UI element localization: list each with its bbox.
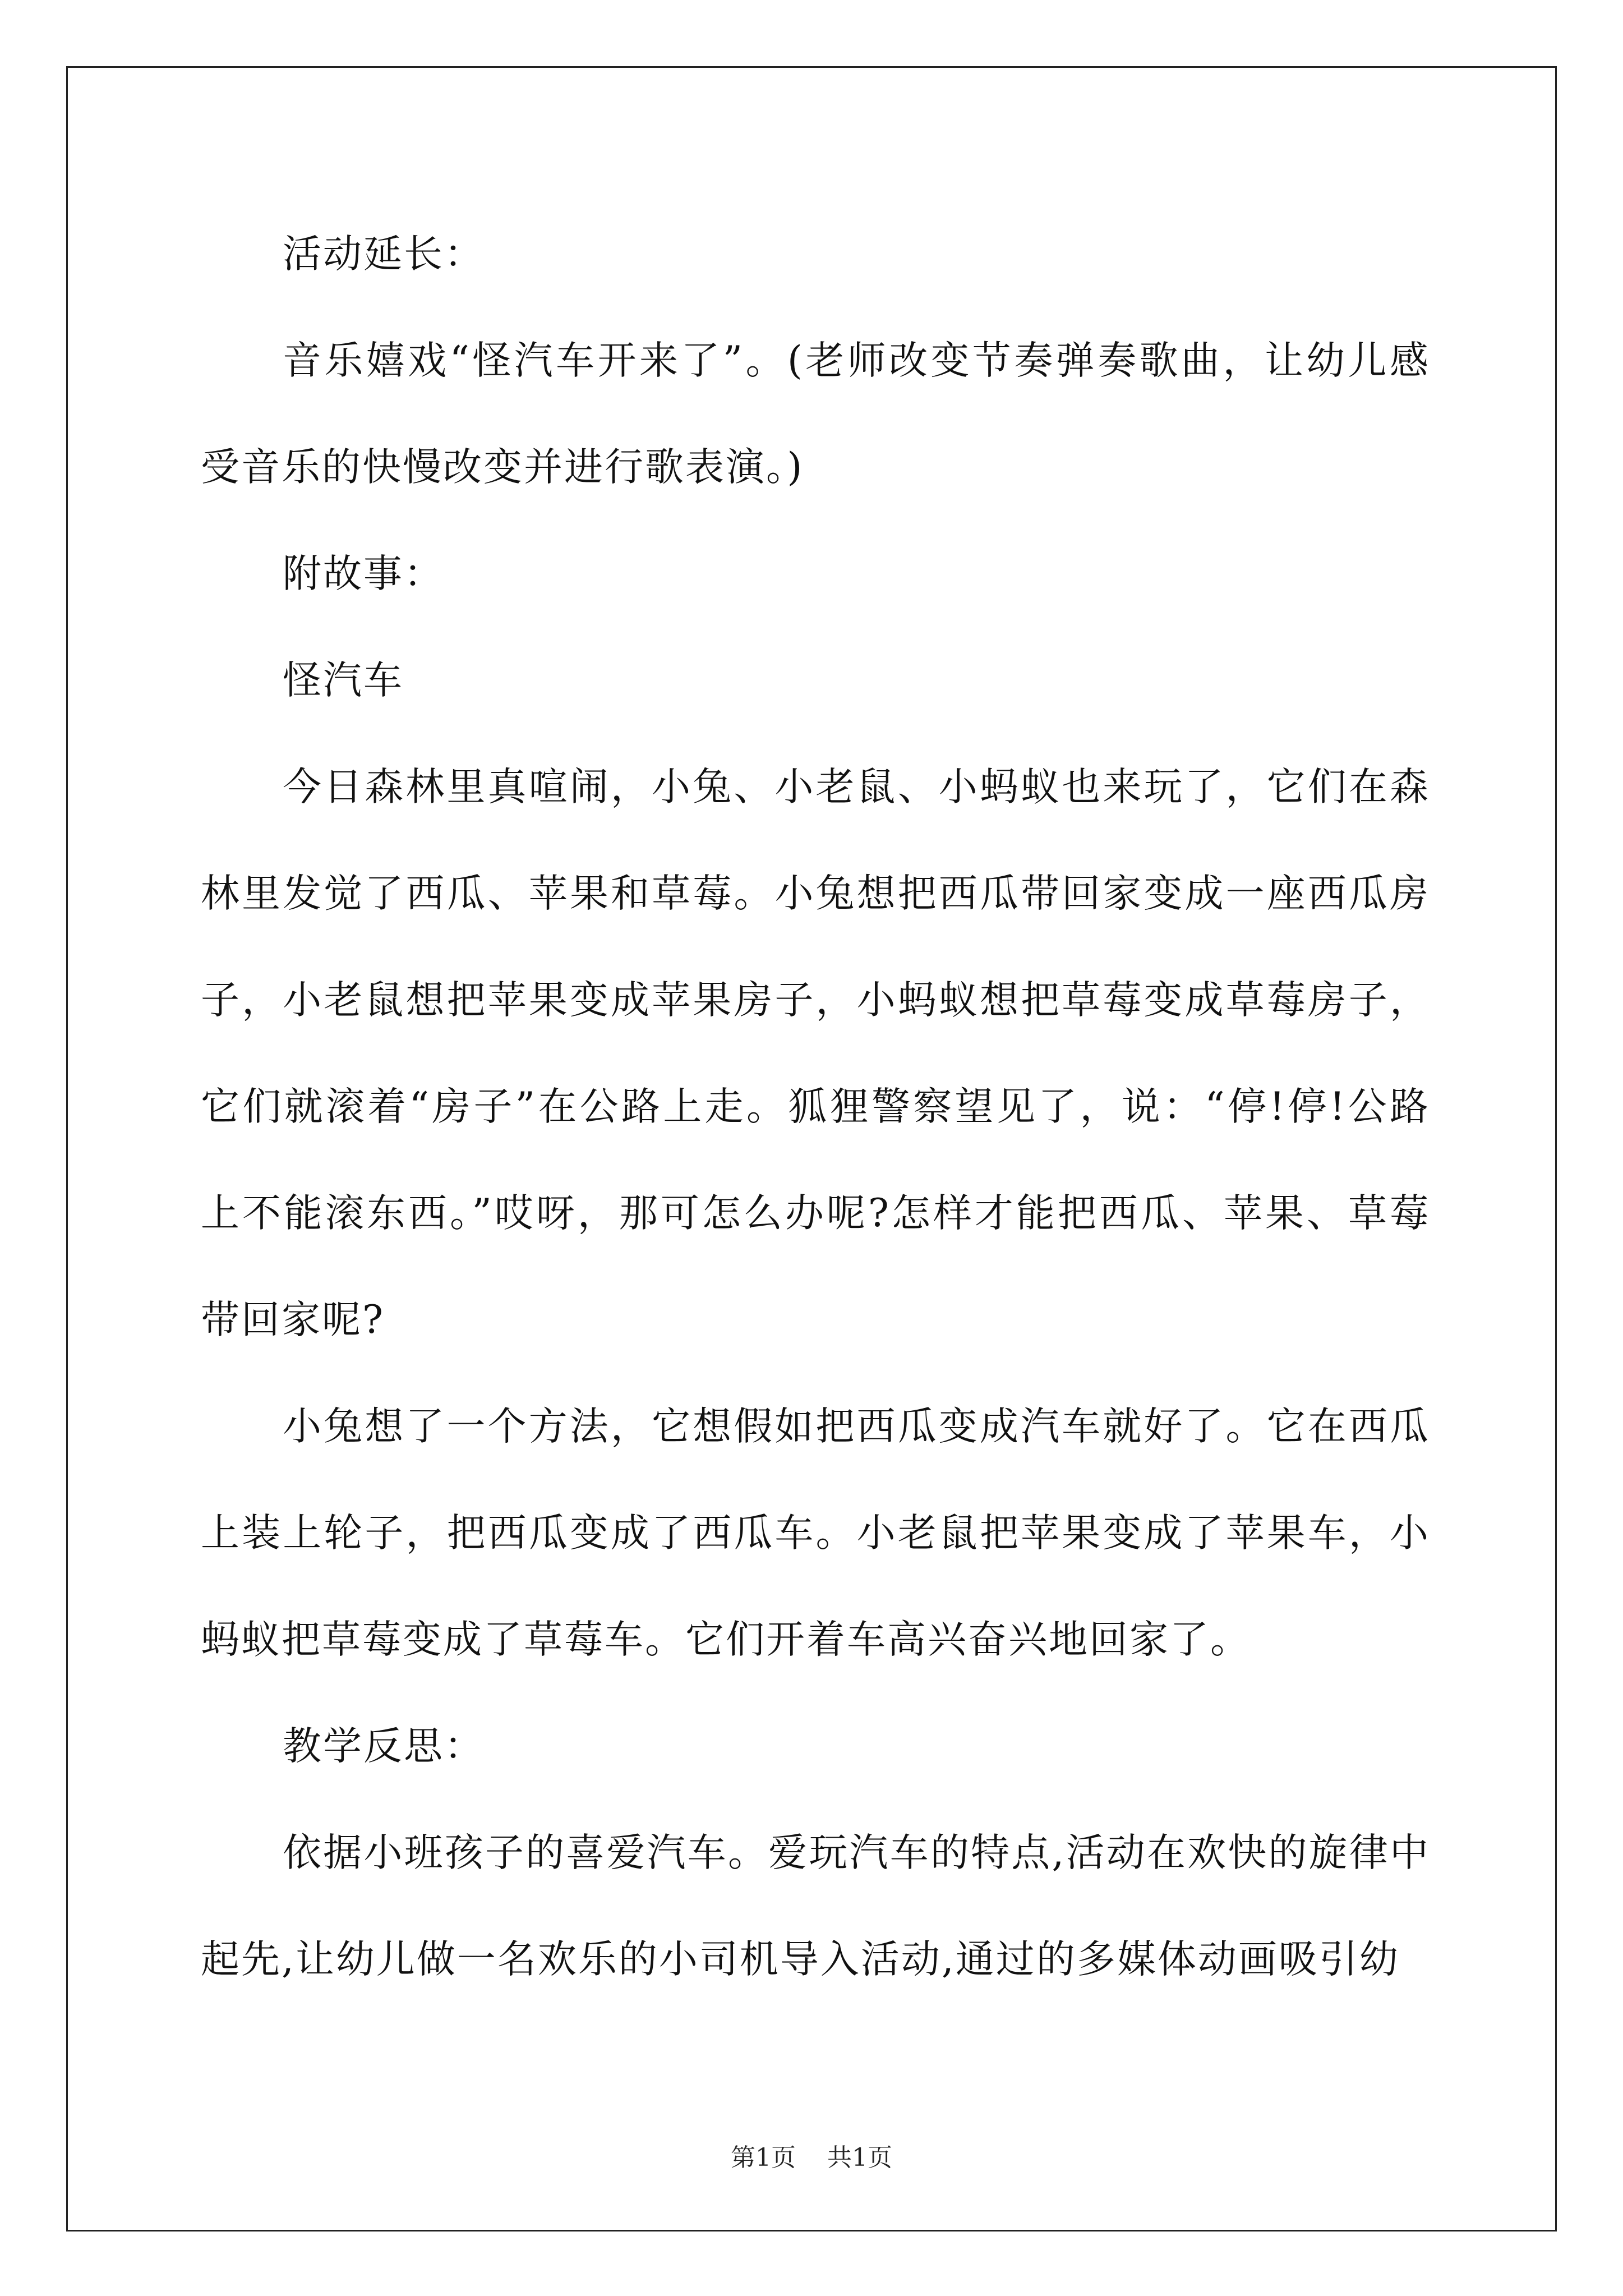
page-number: 第1页 (731, 2143, 796, 2172)
page-total: 共1页 (827, 2143, 892, 2172)
paragraph-story-heading: 附故事： (283, 551, 444, 596)
paragraph-story-part-1: 今日森林里真喧闹，小兔、小老鼠、小蚂蚁也来玩了，它们在森林里发觉了西瓜、苹果和草莓。小兔想把西瓜带回家变成一座西瓜房子，小老鼠想把苹果变成苹果房子，小蚂蚁想把草莓变成草莓房子，它们就滚着“房子”在公路上走。狐狸警察望见了，说：“停!停!公路上不能滚东西。”哎呀，那可怎么办呢?怎样才能把西瓜、苹果、草莓带回家呢? (201, 765, 1430, 1342)
paragraph-music-game: 音乐嬉戏“怪汽车开来了”。(老师改变节奏弹奏歌曲，让幼儿感受音乐的快慢改变并进行歌表演。) (201, 338, 1430, 490)
document-body (201, 201, 1430, 2013)
paragraph-story-part-2: 小兔想了一个方法，它想假如把西瓜变成汽车就好了。它在西瓜上装上轮子，把西瓜变成了西瓜车。小老鼠把苹果变成了苹果车，小蚂蚁把草莓变成了草莓车。它们开着车高兴奋兴地回家了。 (201, 1404, 1430, 1662)
story-title: 怪汽车 (283, 658, 404, 703)
paragraph-activity-extension: 活动延长： (283, 232, 485, 277)
paragraph-reflection: 依据小班孩子的喜爱汽车。爱玩汽车的特点,活动在欢快的旋律中起先,让幼儿做一名欢乐的小司机导入活动,通过的多媒体动画吸引幼 (201, 1830, 1430, 1982)
page-footer (0, 2137, 1623, 2173)
paragraph-reflection-heading: 教学反思： (283, 1724, 485, 1769)
